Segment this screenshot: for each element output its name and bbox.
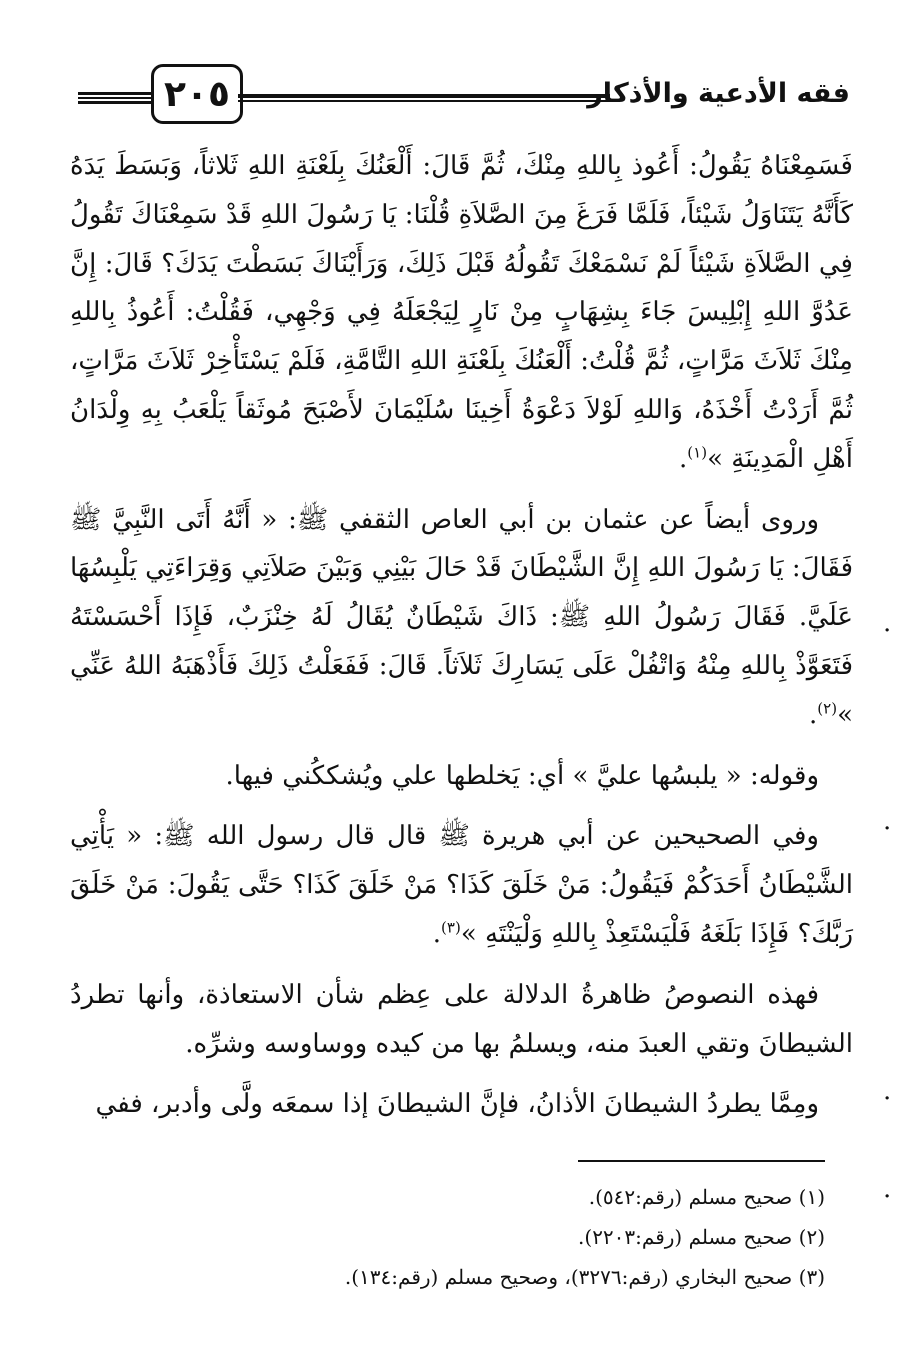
paragraph-text: فَسَمِعْنَاهُ يَقُولُ: أَعُوذ بِاللهِ مِنْكَ، ثُمَّ قَالَ: أَلْعَنُكَ بِلَعْنَةِ اللهِ ثَلاثاً، وَبَسَطَ يَدَهُ كَأَنَّهُ يَتَنَاوَلُ شَيْئاً، فَلَمَّا فَرَغَ مِنَ الصَّلاَةِ قُلْنَا: يَا رَسُولَ اللهِ قَدْ سَمِعْنَاكَ تَقُولُ فِي الصَّلاَةِ شَيْئاً لَمْ نَسْمَعْكَ تَقُولُهُ قَبْلَ ذَلِكَ، وَرَأَيْنَاكَ بَسَطْتَ يَدَكَ؟ قَالَ: إِنَّ عَدُوَّ اللهِ إِبْلِيسَ جَاءَ بِشِهَابٍ مِنْ نَارٍ لِيَجْعَلَهُ فِي وَجْهِي، فَقُلْتُ: أَعُوذُ بِاللهِ مِنْكَ ثَلاَثَ مَرَّاتٍ، ثُمَّ قُلْتُ: أَلْعَنُكَ بِلَعْنَةِ اللهِ التَّامَّةِ، فَلَمْ يَسْتَأْخِرْ ثَلاَثَ مَرَّاتٍ، ثُمَّ أَرَدْتُ أَخْذَهُ، وَاللهِ لَوْلاَ دَعْوَةُ أَخِينَا سُلَيْمَانَ لأَصْبَحَ مُوثَقاً يَلْعَبُ بِهِ وِلْدَانُ أَهْلِ الْمَدِينَةِ » xyxy=(70,151,853,474)
paragraph-3 xyxy=(70,752,853,801)
footnote-ref-1: (١) xyxy=(687,443,708,462)
main-text xyxy=(70,142,853,1141)
margin-dot: · xyxy=(884,818,891,839)
running-title: فقه الأدعية والأذكار xyxy=(587,78,850,109)
footnote-ref-3: (٣) xyxy=(441,918,461,937)
paragraph-text: وروى أيضاً عن عثمان بن أبي العاص الثقفي ﷺ: « أَنَّهُ أَتَى النَّبِيَّ ﷺ فَقَالَ: يَا رَسُولَ اللهِ إِنَّ الشَّيْطَانَ قَدْ حَالَ بَيْنِي وَبَيْنَ صَلاَتِي وَقِرَاءَتِي يَلْبِسُهَا عَلَيَّ. فَقَالَ رَسُولُ اللهِ ﷺ: ذَاكَ شَيْطَانٌ يُقَالُ لَهُ خِنْزَبٌ، فَإِذَا أَحْسَسْتَهُ فَتَعَوَّذْ بِاللهِ مِنْهُ وَاتْفُلْ عَلَى يَسَارِكَ ثَلاَثاً. قَالَ: فَفَعَلْتُ ذَلِكَ فَأَذْهَبَهُ اللهُ عَنِّي » xyxy=(70,504,853,730)
paragraph-end: . xyxy=(809,699,818,730)
footnote-2: (٢) صحيح مسلم (رقم:٢٢٠٣). xyxy=(578,1225,825,1249)
paragraph-6 xyxy=(70,1080,853,1129)
paragraph-text: فهذه النصوصُ ظاهرةُ الدلالة على عِظم شأن الاستعاذة، وأنها تطردُ الشيطانَ وتقي العبدَ منه، ويسلمُ بها من كيده ووساوسه وشرِّه. xyxy=(70,979,853,1059)
margin-dot: · xyxy=(884,1088,891,1109)
paragraph-end: . xyxy=(432,918,442,949)
page-header xyxy=(78,62,850,132)
paragraph-2 xyxy=(70,496,853,740)
footnote-ref-2: (٢) xyxy=(817,699,838,718)
header-rule-right xyxy=(238,94,610,102)
paragraph-text: وفي الصحيحين عن أبي هريرة ﷺ قال قال رسول الله ﷺ: « يَأْتِي الشَّيْطَانُ أَحَدَكُمْ فَيَقُولُ: مَنْ خَلَقَ كَذَا؟ مَنْ خَلَقَ كَذَا؟ حَتَّى يَقُولَ: مَنْ خَلَقَ رَبَّكَ؟ فَإِذَا بَلَغَهُ فَلْيَسْتَعِذْ بِاللهِ وَلْيَنْتَهِ » xyxy=(70,821,853,949)
paragraph-text: ومِمَّا يطردُ الشيطانَ الأذانُ، فإنَّ الشيطانَ إذا سمعَه ولَّى وأدبر، ففي xyxy=(95,1089,819,1120)
footnote-1: (١) صحيح مسلم (رقم:٥٤٢). xyxy=(588,1185,825,1209)
paragraph-1 xyxy=(70,142,853,484)
footnote-3: (٣) صحيح البخاري (رقم:٣٢٧٦)، وصحيح مسلم (رقم:١٣٤). xyxy=(344,1265,825,1289)
paragraph-5 xyxy=(70,971,853,1069)
page-number: ٢٠٥ xyxy=(151,64,243,124)
paragraph-text: وقوله: « يلبسُها عليَّ » أي: يَخلطها علي ويُشككُني فيها. xyxy=(225,760,819,791)
header-rule-left xyxy=(78,92,151,104)
footnotes xyxy=(65,1177,825,1297)
footnote-separator xyxy=(578,1160,825,1162)
paragraph-4 xyxy=(70,812,853,958)
margin-dot: · xyxy=(884,620,891,641)
margin-dot: · xyxy=(884,1186,891,1207)
paragraph-end: . xyxy=(679,443,688,474)
